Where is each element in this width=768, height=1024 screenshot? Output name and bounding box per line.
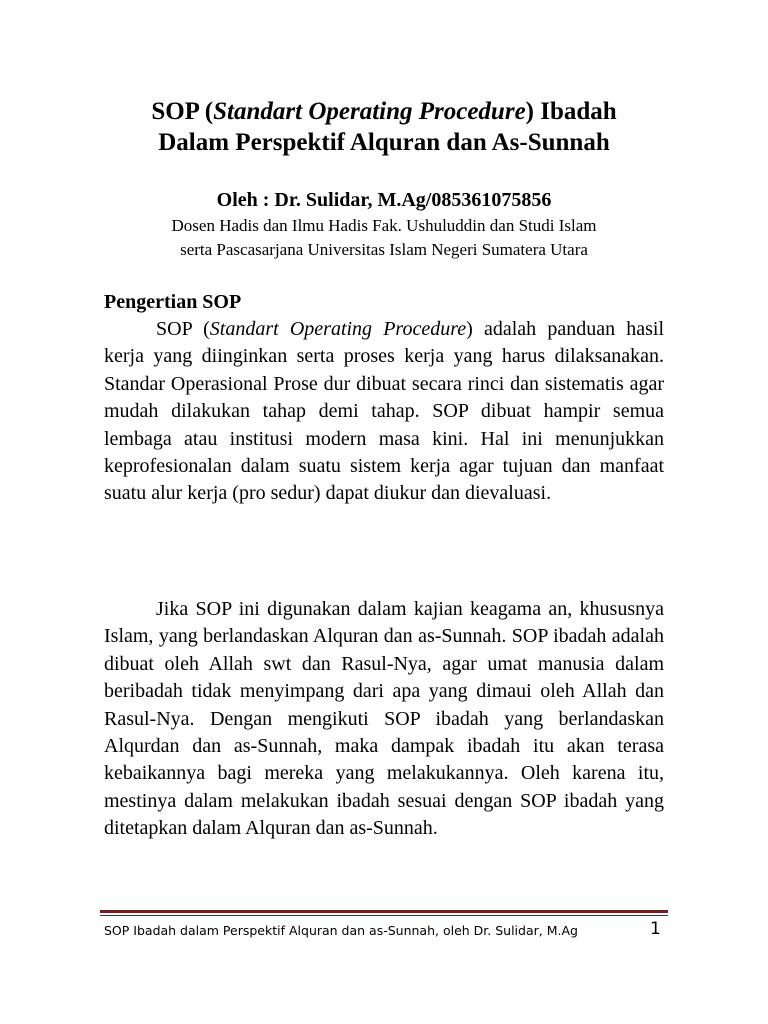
p1-rest: ) adalah panduan hasil kerja yang diinginkan serta proses kerja yang harus dilaksanakan. Standar Operasional Prose dur dibuat secara rinci dan sistematis agar mudah dilakukan tahap demi tahap. SOP dibuat hampir semua lembaga atau institusi modern masa kini. Hal ini menunjukkan keprofesionalan dalam suatu sistem kerja agar tujuan dan manfaat suatu alur kerja (pro sedur) dapat diukur dan dievaluasi. — [104, 318, 665, 505]
paragraph-2: Jika SOP ini digunakan dalam kajian keagama an, khususnya Islam, yang berlandaskan Alquran dan as-Sunnah. SOP ibadah adalah dibuat oleh Allah swt dan Rasul-Nya, agar umat manusia dalam beribadah tidak menyimpang dari apa yang dimaui oleh Allah dan Rasul-Nya. Dengan mengikuti SOP ibadah yang berlandaskan Alqurdan dan as-Sunnah, maka dampak ibadah itu akan terasa kebaikannya bagi mereka yang melakukannya. Oleh karena itu, mestinya dalam melakukan ibadah sesuai dengan SOP ibadah yang ditetapkan dalam Alquran dan as-Sunnah. — [104, 598, 664, 840]
footer-rule-thin — [100, 915, 668, 916]
p1-italic: Standart Operating Procedure — [209, 318, 467, 340]
p1-prefix: SOP ( — [156, 318, 210, 340]
title-suffix: ) Ibadah — [525, 98, 617, 125]
title-line2: Dalam Perspektif Alquran dan As-Sunnah — [158, 129, 610, 156]
author-line: Oleh : Dr. Sulidar, M.Ag/085361075856 — [216, 189, 552, 211]
footer-text: SOP Ibadah dalam Perspektif Alquran dan as-Sunnah, oleh Dr. Sulidar, M.Ag — [104, 923, 578, 938]
document-title — [60, 96, 708, 158]
paragraph-1 — [104, 316, 664, 508]
footer-rule-thick — [100, 910, 668, 913]
section-heading: Pengertian SOP — [104, 291, 242, 313]
title-italic: Standart Operating Procedure — [213, 98, 526, 125]
affiliation-line2: serta Pascasarjana Universitas Islam Negeri Sumatera Utara — [180, 240, 588, 259]
title-prefix: SOP ( — [151, 98, 214, 125]
affiliation — [60, 214, 708, 262]
affiliation-line1: Dosen Hadis dan Ilmu Hadis Fak. Ushuluddin dan Studi Islam — [171, 216, 597, 235]
page-number: 1 — [650, 919, 661, 939]
